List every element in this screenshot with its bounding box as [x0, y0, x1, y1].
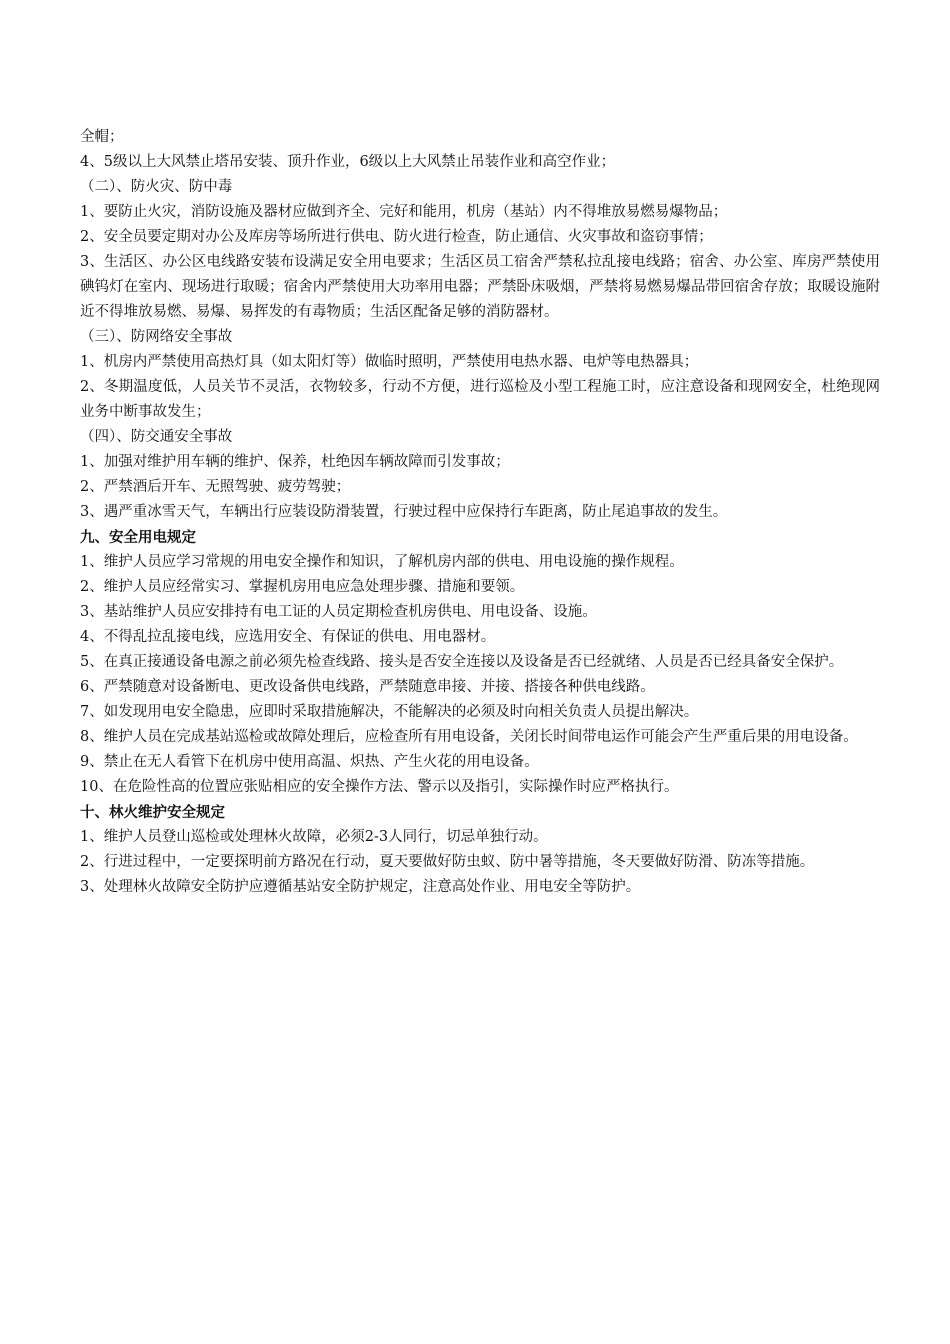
- text-line: 2、严禁酒后开车、无照驾驶、疲劳驾驶；: [80, 479, 351, 495]
- text-line: 3、基站维护人员应安排持有电工证的人员定期检查机房供电、用电设备、设施。: [80, 604, 597, 620]
- text-line: 1、机房内严禁使用高热灯具（如太阳灯等）做临时照明，严禁使用电热水器、电炉等电热器具；: [80, 354, 699, 370]
- text-line: 全帽；: [80, 129, 124, 145]
- text-line: 6、严禁随意对设备断电、更改设备供电线路，严禁随意串接、并接、搭接各种供电线路。: [80, 679, 655, 695]
- text-line: 3、遇严重冰雪天气，车辆出行应装设防滑装置，行驶过程中应保持行车距离，防止尾追事故的发生。: [80, 504, 728, 520]
- text-paragraph: 2、冬期温度低，人员关节不灵活，衣物较多，行动不方便，进行巡检及小型工程施工时，应注意设备和现网安全，杜绝现网业务中断事故发生；: [80, 379, 880, 420]
- text-paragraph: 8、维护人员在完成基站巡检或故障处理后，应检查所有用电设备，关闭长时间带电运作可能会产生严重后果的用电设备。: [80, 729, 858, 745]
- text-line: 4、不得乱拉乱接电线，应选用安全、有保证的供电、用电器材。: [80, 629, 496, 645]
- text-paragraph: 3、生活区、办公区电线路安装布设满足安全用电要求；生活区员工宿舍严禁私拉乱接电线路；宿舍、办公室、库房严禁使用碘钨灯在室内、现场进行取暖；宿舍内严禁使用大功率用电器；严禁卧床吸烟，严禁将易燃易爆品带回宿舍存放；取暖设施附近不得堆放易燃、易爆、易挥发的有毒物质；生活区配备足够的消防器材。: [80, 254, 880, 320]
- text-line: 2、安全员要定期对办公及库房等场所进行供电、防火进行检查，防止通信、火灾事故和盗窃事情；: [80, 229, 713, 245]
- subsection-title: （四）、防交通安全事故: [80, 429, 233, 445]
- text-line: 1、维护人员登山巡检或处理林火故障，必须2-3人同行，切忌单独行动。: [80, 829, 548, 845]
- subsection-title: （三）、防网络安全事故: [80, 329, 233, 345]
- document-page: [80, 125, 880, 900]
- subsection-title: （二）、防火灾、防中毒: [80, 179, 233, 195]
- text-line: 10、在危险性高的位置应张贴相应的安全操作方法、警示以及指引，实际操作时应严格执行。: [80, 779, 679, 795]
- text-line: 1、加强对维护用车辆的维护、保养，杜绝因车辆故障而引发事故；: [80, 454, 510, 470]
- text-line: 1、维护人员应学习常规的用电安全操作和知识，了解机房内部的供电、用电设施的操作规程。: [80, 554, 684, 570]
- section-heading: 九、安全用电规定: [80, 529, 196, 546]
- section-heading: 十、林火维护安全规定: [80, 804, 225, 821]
- text-line: 4、5级以上大风禁止塔吊安装、顶升作业，6级以上大风禁止吊装作业和高空作业；: [80, 154, 616, 170]
- text-line: 2、维护人员应经常实习、掌握机房用电应急处理步骤、措施和要领。: [80, 579, 525, 595]
- text-line: 7、如发现用电安全隐患，应即时采取措施解决，不能解决的必须及时向相关负责人员提出解决。: [80, 704, 699, 720]
- text-line: 2、行进过程中，一定要探明前方路况在行动，夏天要做好防虫蚁、防中暑等措施，冬天要做好防滑、防冻等措施。: [80, 854, 815, 870]
- text-line: 3、处理林火故障安全防护应遵循基站安全防护规定，注意高处作业、用电安全等防护。: [80, 879, 641, 895]
- text-paragraph: 5、在真正接通设备电源之前必须先检查线路、接头是否安全连接以及设备是否已经就绪、人员是否已经具备安全保护。: [80, 654, 844, 670]
- text-line: 1、要防止火灾，消防设施及器材应做到齐全、完好和能用，机房（基站）内不得堆放易燃易爆物品；: [80, 204, 728, 220]
- text-line: 9、禁止在无人看管下在机房中使用高温、炽热、产生火花的用电设备。: [80, 754, 539, 770]
